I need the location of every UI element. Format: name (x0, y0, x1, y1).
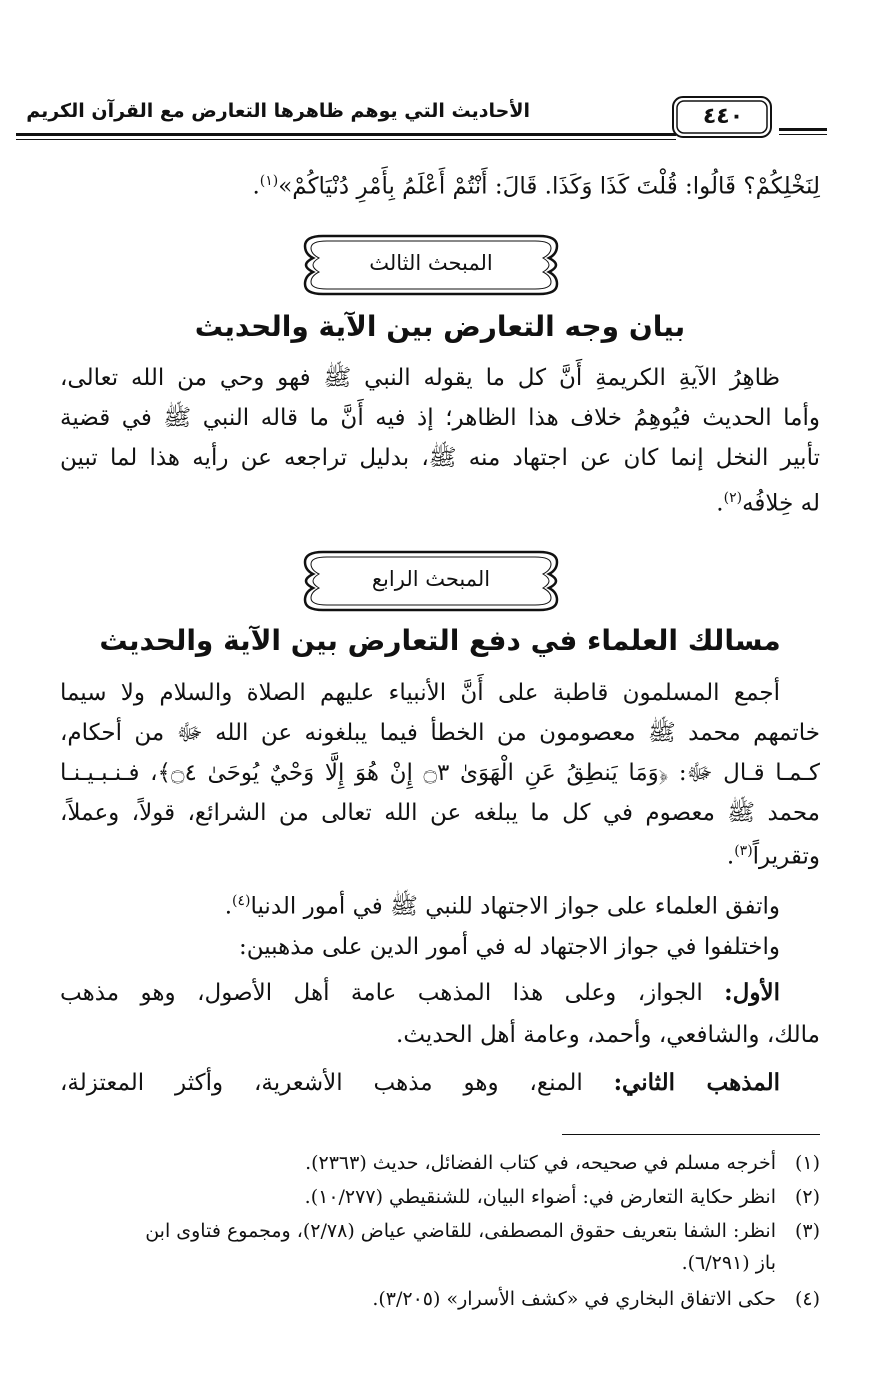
paragraph-line: خاتمهم محمد ﷺ معصومون من الخطأ فيما يبلغونه عن الله ﷻ من أحكام، (60, 720, 820, 746)
paragraph-line: مالك، والشافعي، وأحمد، وعامة أهل الحديث. (396, 1022, 820, 1048)
footnote-ref: (٣) (734, 843, 753, 859)
header-rule-thin (16, 139, 676, 140)
footnote-ref: (٢) (723, 490, 743, 506)
term-label: المذهب الثاني: (613, 1069, 780, 1096)
section-title: المبحث الرابع (371, 567, 491, 591)
footnote: (١)أخرجه مسلم في صحيحه، في كتاب الفضائل، حديث (٢٣٦٣). (305, 1152, 820, 1174)
paragraph-line: أجمع المسلمون قاطبة على أَنَّ الأنبياء عليهم الصلاة والسلام ولا سيما (60, 680, 780, 706)
paragraph-line: واتفق العلماء على جواز الاجتهاد للنبي ﷺ في أمور الدنيا$^{(٤)}$. (224, 893, 780, 920)
footnote-separator (562, 1134, 820, 1135)
paragraph-line: محمد ﷺ معصوم في كل ما يبلغه عن الله تعالى من الشرائع، قولاً، وعملاً، (60, 800, 820, 826)
paragraph-line: واختلفوا في جواز الاجتهاد له في أمور الدين على مذهبين: (238, 934, 780, 960)
header-dash (779, 128, 827, 131)
footnote-continuation: باز (٦/٢٩١). (681, 1252, 776, 1274)
footnote-ref: (١) (259, 173, 279, 189)
paragraph-line: وتقريراً$^{(٣)}$. (726, 843, 820, 870)
paragraph-line: ظاهِرُ الآيةِ الكريمةِ أَنَّ كل ما يقوله النبي ﷺ فهو وحي من الله تعالى، (60, 365, 780, 391)
term-label: الأول: (724, 979, 780, 1006)
section-heading: بيان وجه التعارض بين الآية والحديث (194, 310, 686, 343)
paragraph-line: وأما الحديث فيُوهِمُ خلاف هذا الظاهر؛ إذ فيه أَنَّ ما قاله النبي ﷺ في قضية (60, 405, 820, 431)
footnote: (٤)حكى الاتفاق البخاري في «كشف الأسرار» (٣/٢٠٥). (372, 1288, 820, 1310)
opening-line: لِنَخْلِكُمْ؟ قَالُوا: قُلْتَ كَذَا وَكَذَا. قَالَ: أَنْتُمْ أَعْلَمُ بِأَمْرِ دُنْيَاكُمْ»$^{(١)}$. (252, 173, 820, 200)
header-rule (16, 133, 676, 136)
paragraph-line: تأبير النخل إنما كان عن اجتهاد منه ﷺ، بدليل تراجعه عن رأيه هذا لما تبين (60, 445, 820, 471)
header-dash-thin (779, 134, 827, 135)
section-title: المبحث الثالث (369, 251, 493, 275)
footnote: (٢)انظر حكاية التعارض في: أضواء البيان، للشنقيطي (١٠/٢٧٧). (304, 1186, 820, 1208)
paragraph-line: له خِلافُه$^{(٢)}$. (716, 490, 820, 517)
page-number: ٤٤٠ (702, 104, 744, 129)
paragraph-line: كـمـا قـال ﷻ: ﴿وَمَا يَنطِقُ عَنِ الْهَوَىٰ ۝٣ إِنْ هُوَ إِلَّا وَحْيٌ يُوحَىٰ ۝٤﴾، فـنـبـيـنـا (60, 760, 820, 786)
section-heading: مسالك العلماء في دفع التعارض بين الآية والحديث (99, 624, 781, 657)
running-title: الأحاديث التي يوهم ظاهرها التعارض مع القرآن الكريم (26, 100, 530, 122)
footnote: (٣)انظر: الشفا بتعريف حقوق المصطفى، للقاضي عياض (٢/٧٨)، ومجموع فتاوى ابن (145, 1220, 820, 1242)
paragraph-line: الأول: الجواز، وعلى هذا المذهب عامة أهل الأصول، وهو مذهب (60, 979, 780, 1006)
paragraph-line: المذهب الثاني: المنع، وهو مذهب الأشعرية، وأكثر المعتزلة، (60, 1069, 780, 1096)
footnote-ref: (٤) (232, 893, 251, 909)
